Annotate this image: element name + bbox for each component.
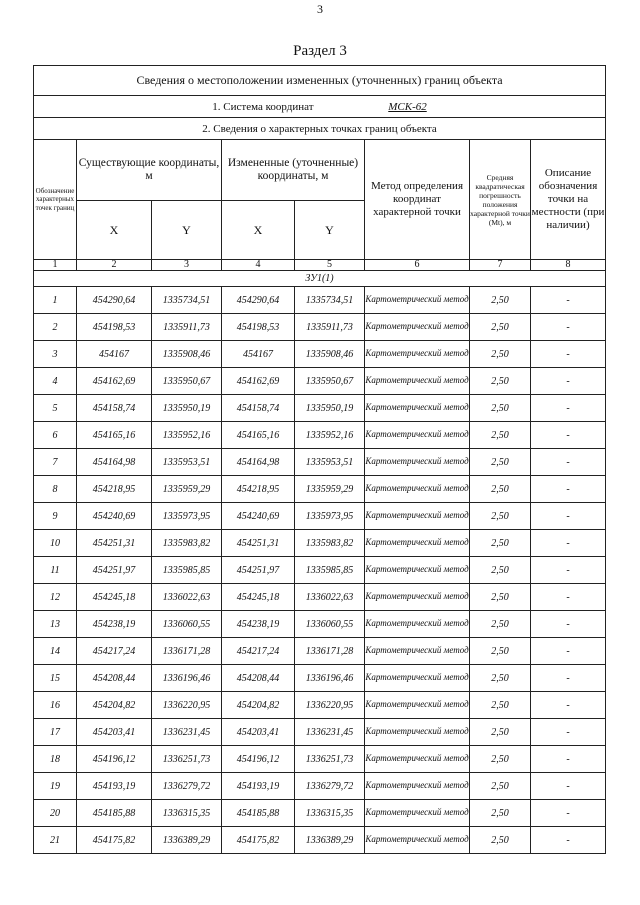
cell-changed-y: 1336279,72 [295, 773, 365, 800]
cell-changed-y: 1336220,95 [295, 692, 365, 719]
cell-changed-x: 454245,18 [222, 584, 295, 611]
cell-accuracy: 2,50 [470, 611, 531, 638]
cell-point-number: 12 [34, 584, 77, 611]
cell-changed-y: 1335950,67 [295, 368, 365, 395]
column-number: 4 [222, 260, 295, 271]
points-heading: 2. Сведения о характерных точках границ объекта [34, 118, 606, 140]
cell-changed-x: 454204,82 [222, 692, 295, 719]
cell-point-number: 16 [34, 692, 77, 719]
header-changed-x: X [222, 201, 295, 260]
cell-accuracy: 2,50 [470, 449, 531, 476]
cell-description: - [531, 314, 606, 341]
cell-method: Картометрический метод [365, 665, 470, 692]
cell-changed-x: 454162,69 [222, 368, 295, 395]
table-row [34, 692, 606, 719]
cell-existing-x: 454193,19 [77, 773, 152, 800]
cell-changed-x: 454175,82 [222, 827, 295, 854]
cell-changed-y: 1335911,73 [295, 314, 365, 341]
header-description: Описание обозначения точки на местности (при наличии) [531, 140, 606, 260]
cell-accuracy: 2,50 [470, 341, 531, 368]
cell-point-number: 20 [34, 800, 77, 827]
cell-description: - [531, 638, 606, 665]
cell-existing-y: 1336171,28 [152, 638, 222, 665]
cell-point-number: 7 [34, 449, 77, 476]
cell-accuracy: 2,50 [470, 287, 531, 314]
cell-description: - [531, 341, 606, 368]
cell-existing-y: 1335950,19 [152, 395, 222, 422]
cell-changed-y: 1336171,28 [295, 638, 365, 665]
cell-existing-x: 454208,44 [77, 665, 152, 692]
cell-existing-x: 454290,64 [77, 287, 152, 314]
cell-point-number: 13 [34, 611, 77, 638]
cell-description: - [531, 530, 606, 557]
column-number: 2 [77, 260, 152, 271]
cell-existing-y: 1336389,29 [152, 827, 222, 854]
cell-changed-y: 1336060,55 [295, 611, 365, 638]
cell-changed-x: 454251,97 [222, 557, 295, 584]
cell-description: - [531, 746, 606, 773]
cell-description: - [531, 827, 606, 854]
column-number: 3 [152, 260, 222, 271]
cell-existing-x: 454218,95 [77, 476, 152, 503]
cell-method: Картометрический метод [365, 773, 470, 800]
cell-method: Картометрический метод [365, 287, 470, 314]
cell-changed-y: 1336196,46 [295, 665, 365, 692]
cell-accuracy: 2,50 [470, 314, 531, 341]
cell-point-number: 6 [34, 422, 77, 449]
cell-method: Картометрический метод [365, 800, 470, 827]
cell-description: - [531, 503, 606, 530]
cell-method: Картометрический метод [365, 746, 470, 773]
table-row [34, 557, 606, 584]
cell-existing-x: 454251,31 [77, 530, 152, 557]
cell-existing-y: 1336220,95 [152, 692, 222, 719]
cell-existing-y: 1335953,51 [152, 449, 222, 476]
table-row [34, 341, 606, 368]
cell-changed-y: 1335959,29 [295, 476, 365, 503]
cell-changed-x: 454185,88 [222, 800, 295, 827]
cell-point-number: 3 [34, 341, 77, 368]
cell-changed-x: 454198,53 [222, 314, 295, 341]
cell-changed-x: 454240,69 [222, 503, 295, 530]
cell-description: - [531, 476, 606, 503]
cell-existing-y: 1335952,16 [152, 422, 222, 449]
cell-method: Картометрический метод [365, 314, 470, 341]
cell-method: Картометрический метод [365, 692, 470, 719]
table-row [34, 719, 606, 746]
cell-existing-y: 1336022,63 [152, 584, 222, 611]
cell-existing-x: 454251,97 [77, 557, 152, 584]
cell-point-number: 19 [34, 773, 77, 800]
cell-existing-x: 454217,24 [77, 638, 152, 665]
table-row [34, 611, 606, 638]
cell-changed-y: 1335908,46 [295, 341, 365, 368]
cell-changed-x: 454165,16 [222, 422, 295, 449]
table-row [34, 773, 606, 800]
coord-system-row [34, 96, 606, 118]
cell-existing-x: 454240,69 [77, 503, 152, 530]
cell-existing-y: 1336060,55 [152, 611, 222, 638]
column-number: 6 [365, 260, 470, 271]
cell-changed-y: 1335734,51 [295, 287, 365, 314]
page-number: 3 [317, 2, 323, 16]
cell-existing-x: 454204,82 [77, 692, 152, 719]
cell-changed-x: 454196,12 [222, 746, 295, 773]
cell-description: - [531, 665, 606, 692]
cell-changed-x: 454203,41 [222, 719, 295, 746]
cell-accuracy: 2,50 [470, 476, 531, 503]
cell-existing-x: 454203,41 [77, 719, 152, 746]
cell-changed-y: 1336315,35 [295, 800, 365, 827]
section-title: Раздел 3 [293, 43, 347, 59]
cell-existing-y: 1335911,73 [152, 314, 222, 341]
cell-point-number: 5 [34, 395, 77, 422]
cell-existing-x: 454165,16 [77, 422, 152, 449]
cell-description: - [531, 287, 606, 314]
table-row [34, 503, 606, 530]
cell-accuracy: 2,50 [470, 530, 531, 557]
cell-changed-y: 1336231,45 [295, 719, 365, 746]
cell-point-number: 18 [34, 746, 77, 773]
cell-existing-y: 1336196,46 [152, 665, 222, 692]
cell-method: Картометрический метод [365, 503, 470, 530]
coord-system-value: МСК-62 [388, 100, 427, 113]
cell-changed-x: 454158,74 [222, 395, 295, 422]
cell-existing-y: 1336315,35 [152, 800, 222, 827]
cell-changed-y: 1335950,19 [295, 395, 365, 422]
cell-method: Картометрический метод [365, 611, 470, 638]
cell-changed-x: 454217,24 [222, 638, 295, 665]
cell-point-number: 8 [34, 476, 77, 503]
cell-accuracy: 2,50 [470, 692, 531, 719]
cell-point-number: 14 [34, 638, 77, 665]
cell-existing-x: 454245,18 [77, 584, 152, 611]
cell-changed-x: 454238,19 [222, 611, 295, 638]
column-number: 1 [34, 260, 77, 271]
column-number: 7 [470, 260, 531, 271]
cell-method: Картометрический метод [365, 827, 470, 854]
header-accuracy: Средняя квадратическая погрешность положения характерной точки (Mt), м [470, 140, 531, 260]
cell-description: - [531, 422, 606, 449]
cell-method: Картометрический метод [365, 638, 470, 665]
cell-changed-y: 1336251,73 [295, 746, 365, 773]
cell-accuracy: 2,50 [470, 584, 531, 611]
table-row [34, 287, 606, 314]
header-method: Метод определения координат характерной точки [365, 140, 470, 260]
cell-changed-y: 1335985,85 [295, 557, 365, 584]
cell-method: Картометрический метод [365, 341, 470, 368]
cell-existing-y: 1335959,29 [152, 476, 222, 503]
cell-method: Картометрический метод [365, 476, 470, 503]
cell-description: - [531, 368, 606, 395]
cell-existing-x: 454196,12 [77, 746, 152, 773]
cell-accuracy: 2,50 [470, 827, 531, 854]
cell-method: Картометрический метод [365, 557, 470, 584]
cell-changed-x: 454193,19 [222, 773, 295, 800]
cell-description: - [531, 557, 606, 584]
cell-existing-y: 1335734,51 [152, 287, 222, 314]
cell-changed-y: 1335973,95 [295, 503, 365, 530]
cell-point-number: 11 [34, 557, 77, 584]
table-row [34, 368, 606, 395]
land-plot-label: ЗУ1(1) [34, 271, 606, 287]
cell-description: - [531, 800, 606, 827]
cell-existing-y: 1336279,72 [152, 773, 222, 800]
column-number: 8 [531, 260, 606, 271]
cell-point-number: 9 [34, 503, 77, 530]
cell-changed-y: 1335953,51 [295, 449, 365, 476]
cell-existing-x: 454162,69 [77, 368, 152, 395]
coord-system-label: 1. Система координат [212, 100, 314, 113]
table-title: Сведения о местоположении измененных (уточненных) границ объекта [34, 66, 606, 96]
cell-changed-y: 1336022,63 [295, 584, 365, 611]
cell-point-number: 1 [34, 287, 77, 314]
header-changed-coords: Измененные (уточненные) координаты, м [222, 140, 365, 201]
table-row [34, 638, 606, 665]
table-row [34, 449, 606, 476]
table-row [34, 476, 606, 503]
header-existing-y: Y [152, 201, 222, 260]
cell-changed-y: 1335983,82 [295, 530, 365, 557]
cell-existing-x: 454164,98 [77, 449, 152, 476]
header-existing-coords: Существующие координаты, м [77, 140, 222, 201]
cell-changed-x: 454167 [222, 341, 295, 368]
cell-existing-y: 1336231,45 [152, 719, 222, 746]
cell-existing-y: 1335950,67 [152, 368, 222, 395]
cell-point-number: 21 [34, 827, 77, 854]
cell-accuracy: 2,50 [470, 773, 531, 800]
cell-point-number: 17 [34, 719, 77, 746]
cell-changed-x: 454164,98 [222, 449, 295, 476]
cell-existing-y: 1335983,82 [152, 530, 222, 557]
cell-accuracy: 2,50 [470, 557, 531, 584]
header-existing-x: X [77, 201, 152, 260]
cell-existing-y: 1335985,85 [152, 557, 222, 584]
column-number: 5 [295, 260, 365, 271]
cell-method: Картометрический метод [365, 449, 470, 476]
cell-point-number: 4 [34, 368, 77, 395]
cell-accuracy: 2,50 [470, 719, 531, 746]
cell-description: - [531, 611, 606, 638]
header-designation: Обозначение характерных точек границ [34, 140, 77, 260]
table-row [34, 800, 606, 827]
cell-method: Картометрический метод [365, 584, 470, 611]
cell-point-number: 15 [34, 665, 77, 692]
cell-description: - [531, 773, 606, 800]
cell-existing-x: 454175,82 [77, 827, 152, 854]
table-row [34, 530, 606, 557]
cell-changed-x: 454218,95 [222, 476, 295, 503]
cell-existing-x: 454198,53 [77, 314, 152, 341]
cell-method: Картометрический метод [365, 368, 470, 395]
table-row [34, 827, 606, 854]
cell-existing-x: 454238,19 [77, 611, 152, 638]
cell-existing-x: 454185,88 [77, 800, 152, 827]
cell-accuracy: 2,50 [470, 638, 531, 665]
cell-description: - [531, 449, 606, 476]
cell-existing-y: 1336251,73 [152, 746, 222, 773]
cell-existing-y: 1335908,46 [152, 341, 222, 368]
cell-accuracy: 2,50 [470, 503, 531, 530]
cell-method: Картометрический метод [365, 422, 470, 449]
cell-accuracy: 2,50 [470, 746, 531, 773]
cell-description: - [531, 395, 606, 422]
cell-method: Картометрический метод [365, 395, 470, 422]
table-row [34, 665, 606, 692]
cell-existing-y: 1335973,95 [152, 503, 222, 530]
cell-description: - [531, 692, 606, 719]
cell-description: - [531, 719, 606, 746]
cell-changed-x: 454208,44 [222, 665, 295, 692]
cell-method: Картометрический метод [365, 530, 470, 557]
boundary-points-table [33, 65, 606, 854]
table-row [34, 584, 606, 611]
cell-changed-x: 454290,64 [222, 287, 295, 314]
cell-accuracy: 2,50 [470, 368, 531, 395]
cell-existing-x: 454158,74 [77, 395, 152, 422]
cell-changed-x: 454251,31 [222, 530, 295, 557]
header-changed-y: Y [295, 201, 365, 260]
cell-changed-y: 1335952,16 [295, 422, 365, 449]
cell-point-number: 10 [34, 530, 77, 557]
cell-existing-x: 454167 [77, 341, 152, 368]
table-row [34, 314, 606, 341]
table-row [34, 422, 606, 449]
cell-method: Картометрический метод [365, 719, 470, 746]
cell-description: - [531, 584, 606, 611]
table-row [34, 746, 606, 773]
cell-changed-y: 1336389,29 [295, 827, 365, 854]
cell-accuracy: 2,50 [470, 422, 531, 449]
table-row [34, 395, 606, 422]
cell-accuracy: 2,50 [470, 800, 531, 827]
cell-accuracy: 2,50 [470, 395, 531, 422]
cell-point-number: 2 [34, 314, 77, 341]
cell-accuracy: 2,50 [470, 665, 531, 692]
